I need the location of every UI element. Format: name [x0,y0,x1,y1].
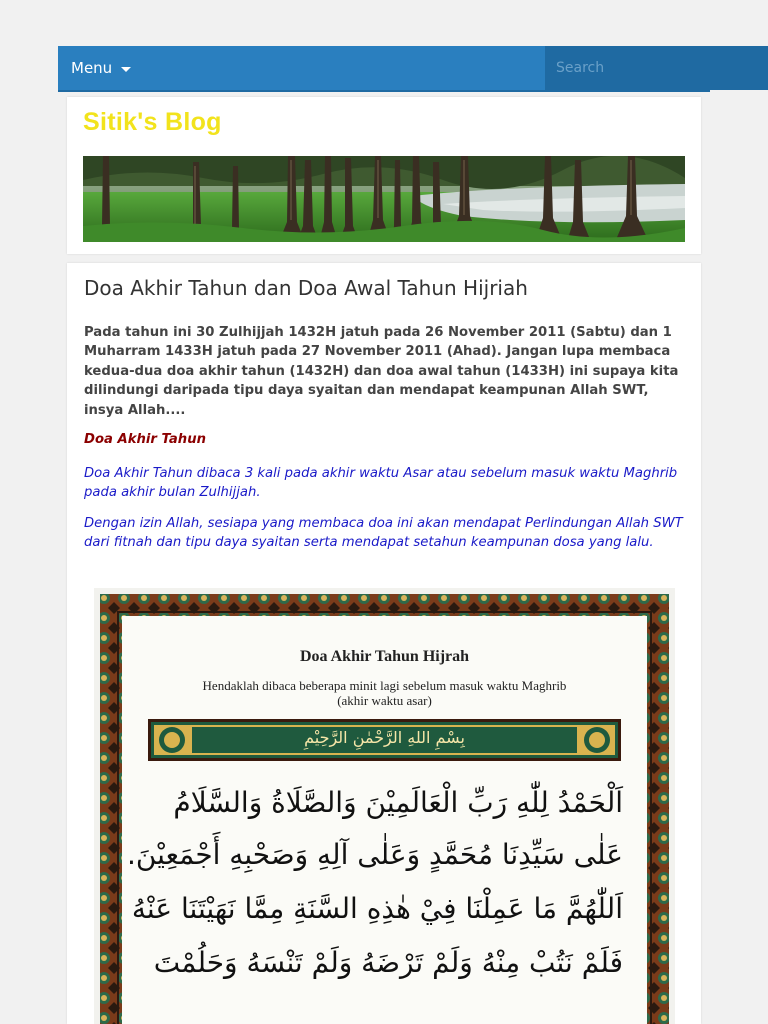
doa-instruction-line-2: (akhir waktu asar) [337,693,432,708]
post-paragraph-1: Doa Akhir Tahun dibaca 3 kali pada akhir waktu Asar atau sebelum masuk waktu Maghrib pada akhir bulan Zulhijjah. [84,466,678,501]
doa-page [124,616,645,1024]
blog-header [67,97,701,254]
blog-title[interactable]: Sitik's Blog [83,108,222,136]
arabic-line-4: فَلَمْ نَتُبْ مِنْهُ وَلَمْ تَرْضَهُ وَلَمْ تَنْسَهُ وَحَلُمْتَ [153,946,623,979]
arabic-line-1: اَلْحَمْدُ لِلّٰهِ رَبِّ الْعَالَمِيْنَ وَالصَّلَاةُ وَالسَّلَامُ [173,786,623,819]
post-paragraph-2: Dengan izin Allah, sesiapa yang membaca doa ini akan mendapat Perlindungan Allah SWT dari fitnah dan tipu daya syaitan serta mendapat setahun keampunan dosa yang lalu. [84,516,683,551]
blog-post [67,263,701,1024]
doa-instruction-line-1: Hendaklah dibaca beberapa minit lagi sebelum masuk waktu Maghrib [202,678,567,693]
search-input[interactable] [545,46,768,90]
arabic-line-3: اَللّٰهُمَّ مَا عَمِلْنَا فِيْ هٰذِهِ السَّنَةِ مِمَّا نَهَيْتَنَا عَنْهُ [131,892,623,925]
doa-heading: Doa Akhir Tahun Hijrah [299,648,470,665]
menu-label: Menu [71,59,113,77]
caret-down-icon [121,67,131,72]
post-title[interactable]: Doa Akhir Tahun dan Doa Awal Tahun Hijriah [84,276,528,300]
post-intro: Pada tahun ini 30 Zulhijjah 1432H jatuh pada 26 November 2011 (Sabtu) dan 1 Muharram 1433H jatuh pada 27 November 2011 (Ahad). Jangan lupa membaca kedua-dua doa akhir tahun (1432H) dan doa awal tahun (1433H) ini supaya kita dilindungi daripada tipu daya syaitan dan mendapat keampunan Allah SWT, insya Allah.... [84,325,679,418]
bismillah-text: بِسْمِ اللهِ الرَّحْمٰنِ الرَّحِيْمِ [304,728,465,747]
bismillah-panel [148,719,621,761]
navbar [58,46,710,92]
post-subheading: Doa Akhir Tahun [84,432,206,447]
doa-akhir-tahun-image [94,588,675,1024]
header-banner-image [83,156,685,242]
doa-instruction [124,678,645,708]
menu-button[interactable] [71,46,131,90]
arabic-line-2: عَلٰى سَيِّدِنَا مُحَمَّدٍ وَعَلٰى آلِهِ وَصَحْبِهِ أَجْمَعِيْنَ. [126,838,623,871]
